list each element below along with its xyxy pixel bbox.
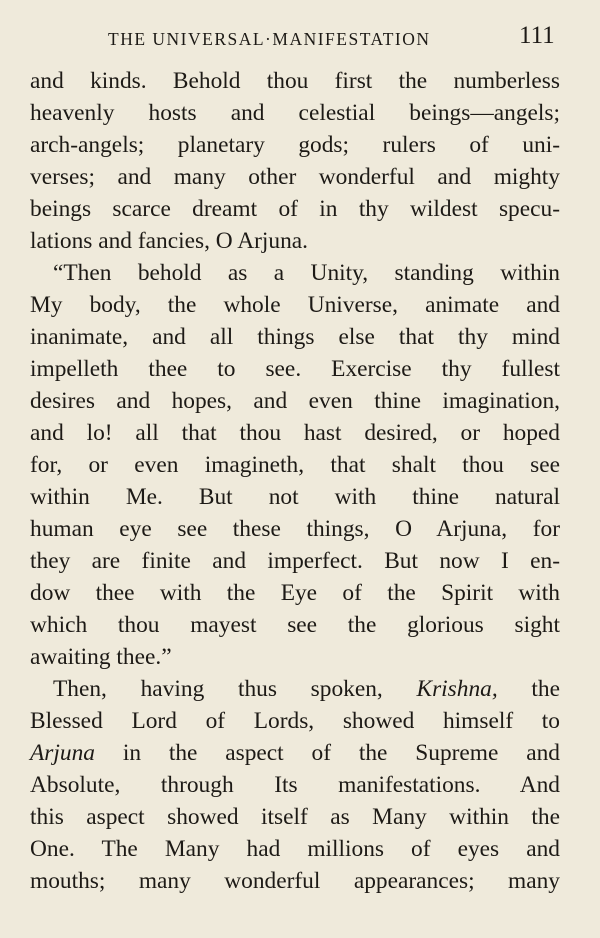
text-line: which thou mayest see the glorious sight [30,612,560,638]
text-line: they are finite and imperfect. But now I en- [30,548,560,574]
text-line: Blessed Lord of Lords, showed himself to [30,708,560,734]
text-line: awaiting thee.” [30,644,172,670]
paragraph-start-line [53,674,560,704]
text-line: impelleth thee to see. Exercise thy fullest [30,356,560,382]
italic-name-arjuna: Arjuna [30,740,95,766]
text-line: arch-angels; planetary gods; rulers of uni- [30,132,560,158]
text-line: heavenly hosts and celestial beings—angels; [30,100,560,126]
page-number: 111 [519,22,555,49]
text-line: mouths; many wonderful appearances; many [30,868,560,894]
text-line: desires and hopes, and even thine imagination, [30,388,560,414]
line-segment: in the aspect of the Supreme and [94,740,560,766]
text-line: verses; and many other wonderful and mighty [30,164,560,190]
line-segment: Then, having thus spoken, [53,676,417,702]
text-line: One. The Many had millions of eyes and [30,836,560,862]
running-head [0,22,600,56]
text-line: My body, the whole Universe, animate and [30,292,560,318]
paragraph-start-line: “Then behold as a Unity, standing within [53,260,560,286]
italic-name-krishna: Krishna, [416,676,498,702]
running-title: THE UNIVERSAL·MANIFESTATION [108,29,431,49]
text-line: Absolute, through Its manifestations. And [30,772,560,798]
text-line: within Me. But not with thine natural [30,484,560,510]
text-line: inanimate, and all things else that thy mind [30,324,560,350]
text-line: this aspect showed itself as Many within the [30,804,560,830]
text-line: lations and fancies, O Arjuna. [30,228,309,254]
text-line: and kinds. Behold thou first the numberless [30,68,560,94]
text-line: dow thee with the Eye of the Spirit with [30,580,560,606]
text-line: beings scarce dreamt of in thy wildest specu- [30,196,560,222]
text-line: human eye see these things, O Arjuna, for [30,516,560,542]
text-line: and lo! all that thou hast desired, or hoped [30,420,560,446]
text-line [30,738,560,768]
text-line: for, or even imagineth, that shalt thou see [30,452,560,478]
line-segment: the [497,676,560,702]
